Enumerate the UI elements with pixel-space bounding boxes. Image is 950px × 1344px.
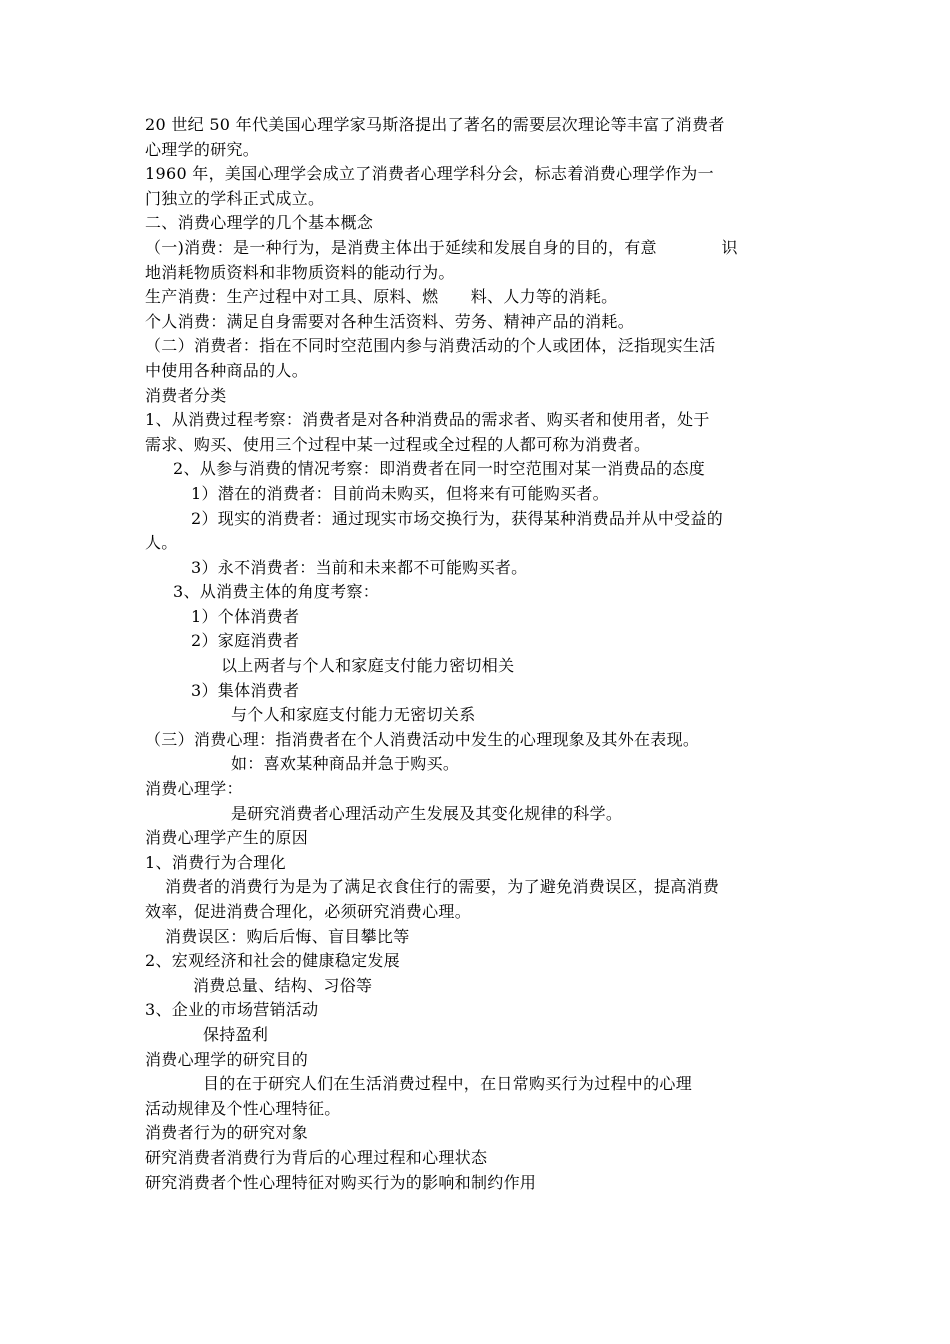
paragraph-line: 研究消费者个性心理特征对购买行为的影响和制约作用 xyxy=(145,1172,537,1192)
list-item: 3、从消费主体的角度考察： xyxy=(173,582,380,602)
list-item: 1）潜在的消费者：目前尚未购买，但将来有可能购买者。 xyxy=(191,483,609,503)
list-item: 2）家庭消费者 xyxy=(191,631,300,651)
note-line: 消费总量、结构、习俗等 xyxy=(193,975,373,995)
paragraph-line: 需求、购买、使用三个过程中某一过程或全过程的人都可称为消费者。 xyxy=(145,434,651,454)
section-heading: 二、消费心理学的几个基本概念 xyxy=(145,213,374,233)
list-item: 2、从参与消费的情况考察：即消费者在同一时空范围对某一消费品的态度 xyxy=(173,459,706,479)
section-heading: 消费心理学产生的原因 xyxy=(145,828,309,848)
note-line: 是研究消费者心理活动产生发展及其变化规律的科学。 xyxy=(231,803,623,823)
list-item: 3）集体消费者 xyxy=(191,680,300,700)
list-item: 2）现实的消费者：通过现实市场交换行为，获得某种消费品并从中受益的 xyxy=(191,508,724,528)
section-heading: 消费心理学的研究目的 xyxy=(145,1049,309,1069)
paragraph-line: 1、从消费过程考察：消费者是对各种消费品的需求者、购买者和使用者，处于 xyxy=(145,410,710,430)
list-item: 1、消费行为合理化 xyxy=(145,852,286,872)
paragraph-line: 生产消费：生产过程中对工具、原料、燃 料、人力等的消耗。 xyxy=(145,287,618,307)
paragraph-line: （二）消费者：指在不同时空范围内参与消费活动的个人或团体，泛指现实生活 xyxy=(145,336,716,356)
list-item: 3）永不消费者：当前和未来都不可能购买者。 xyxy=(191,557,528,577)
section-heading: 消费者行为的研究对象 xyxy=(145,1123,309,1143)
note-line: 以上两者与个人和家庭支付能力密切相关 xyxy=(221,656,515,676)
paragraph-line: 消费者的消费行为是为了满足衣食住行的需要，为了避免消费误区，提高消费 xyxy=(165,877,720,897)
paragraph-line: （三）消费心理：指消费者在个人消费活动中发生的心理现象及其外在表现。 xyxy=(145,729,700,749)
list-item: 1）个体消费者 xyxy=(191,606,300,626)
note-line: 消费误区：购后后悔、盲目攀比等 xyxy=(165,926,410,946)
section-heading: 消费心理学： xyxy=(145,779,243,799)
list-item: 3、企业的市场营销活动 xyxy=(145,1000,319,1020)
paragraph-line: 心理学的研究。 xyxy=(145,139,260,159)
paragraph-line: 研究消费者消费行为背后的心理过程和心理状态 xyxy=(145,1147,488,1167)
paragraph-line: 地消耗物质资料和非物质资料的能动行为。 xyxy=(145,262,455,282)
paragraph-line: 人。 xyxy=(145,533,178,553)
document-body xyxy=(145,113,810,1195)
paragraph-line: 中使用各种商品的人。 xyxy=(145,360,309,380)
list-item: 2、宏观经济和社会的健康稳定发展 xyxy=(145,951,400,971)
note-line: 与个人和家庭支付能力无密切关系 xyxy=(231,705,476,725)
paragraph-line: 门独立的学科正式成立。 xyxy=(145,188,325,208)
note-line: 保持盈利 xyxy=(203,1024,269,1044)
paragraph-line: 目的在于研究人们在生活消费过程中，在日常购买行为过程中的心理 xyxy=(203,1074,693,1094)
section-heading: 消费者分类 xyxy=(145,385,227,405)
paragraph-line: 1960 年，美国心理学会成立了消费者心理学科分会，标志着消费心理学作为一 xyxy=(145,164,714,184)
note-line: 如：喜欢某种商品并急于购买。 xyxy=(231,754,460,774)
paragraph-line: 个人消费：满足自身需要对各种生活资料、劳务、精神产品的消耗。 xyxy=(145,311,635,331)
paragraph-line: 活动规律及个性心理特征。 xyxy=(145,1098,341,1118)
paragraph-line: 效率，促进消费合理化，必须研究消费心理。 xyxy=(145,902,472,921)
paragraph-line: 20 世纪 50 年代美国心理学家马斯洛提出了著名的需要层次理论等丰富了消费者 xyxy=(145,115,725,134)
paragraph-line: （一)消费：是一种行为，是消费主体出于延续和发展自身的目的，有意 识 xyxy=(145,237,738,257)
